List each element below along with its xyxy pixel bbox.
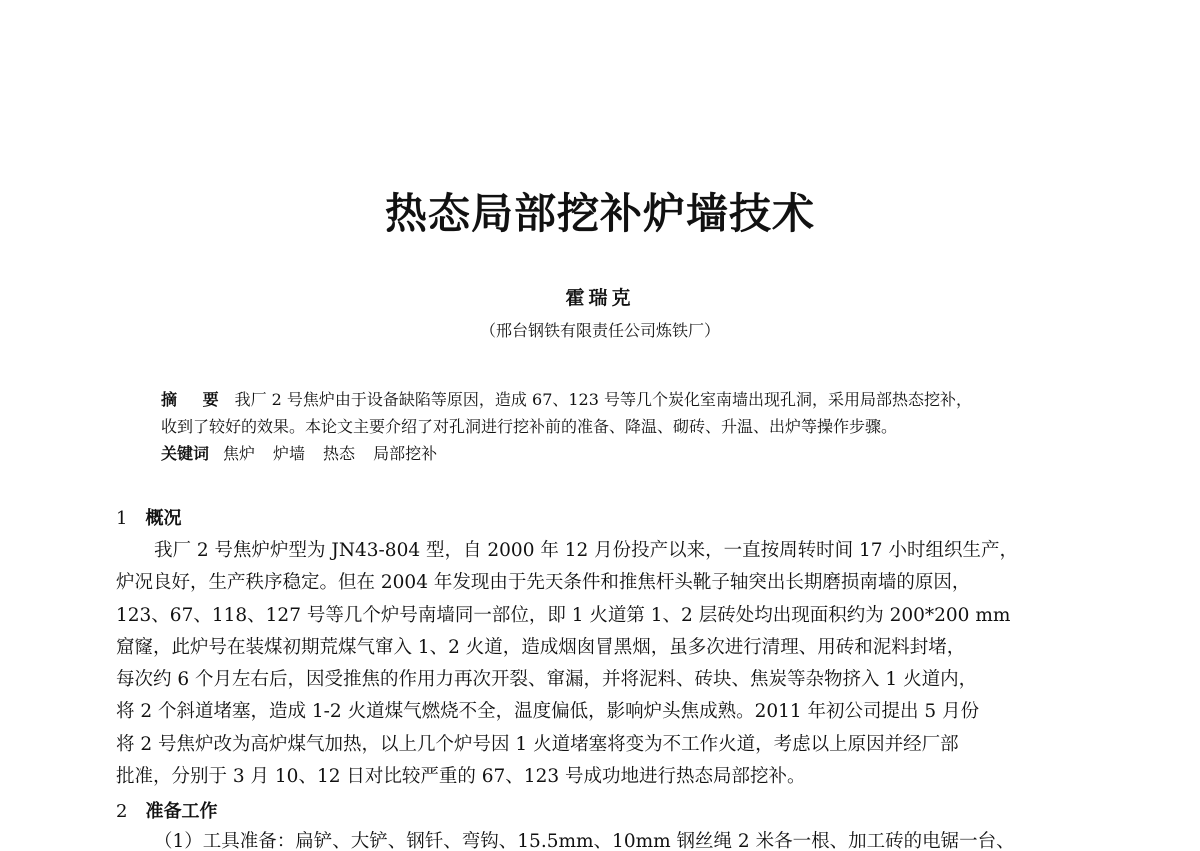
paper-title: 热态局部挖补炉墙技术 [384, 189, 815, 238]
section-title: 概况 [145, 508, 182, 529]
section-title: 准备工作 [145, 801, 218, 822]
author-name: 霍瑞克 [565, 287, 635, 309]
keyword-item: 炉墙 [273, 444, 306, 463]
keyword-item: 焦炉 [223, 444, 256, 463]
section-overview-body [116, 535, 1086, 793]
abstract-block [161, 386, 1061, 467]
section-number: 2 [116, 801, 128, 822]
author-affiliation: （邢台钢铁有限责任公司炼铁厂） [479, 321, 720, 340]
body-line: 窟窿，此炉号在装煤初期荒煤气窜入 1、2 火道，造成烟囱冒黑烟，虽多次进行清理、用砖和泥料封堵， [116, 636, 966, 658]
keywords-label: 关键词 [161, 444, 210, 463]
section-heading-overview [116, 505, 181, 533]
abstract-text-1: 我厂 2 号焦炉由于设备缺陷等原因，造成 67、123 号等几个炭化室南墙出现孔洞，采用局部热态挖补， [234, 390, 973, 409]
body-line: 批准，分别于 3 月 10、12 日对比较严重的 67、123 号成功地进行热态局部挖补。 [116, 766, 806, 788]
keyword-item: 局部挖补 [373, 444, 438, 463]
body-line: 123、67、118、127 号等几个炉号南墙同一部位，即 1 火道第 1、2 层砖处均出现面积约为 200*200 mm [116, 604, 1011, 626]
section-preparation-body: （1）工具准备：扁铲、大铲、钢钎、弯钩、15.5mm、10mm 钢丝绳 2 米各一根、加工砖的电锯一台、 [154, 831, 1015, 851]
body-line: 炉况良好，生产秩序稳定。但在 2004 年发现由于先天条件和推焦杆头靴子轴突出长期磨损南墙的原因， [116, 572, 971, 594]
section-number: 1 [116, 508, 128, 529]
abstract-label: 摘 要 [161, 390, 229, 409]
body-line: 将 2 个斜道堵塞，造成 1-2 火道煤气燃烧不全，温度偏低，影响炉头焦成熟。2011 年初公司提出 5 月份 [116, 701, 980, 723]
body-line: 我厂 2 号焦炉炉型为 JN43-804 型，自 2000 年 12 月份投产以来，一直按周转时间 17 小时组织生产， [154, 540, 1018, 561]
section-heading-preparation [116, 798, 217, 826]
abstract-line-1 [161, 386, 1061, 413]
abstract-line-2: 收到了较好的效果。本论文主要介绍了对孔洞进行挖补前的准备、降温、砌砖、升温、出炉等操作步骤。 [161, 417, 898, 436]
body-line: 每次约 6 个月左右后，因受推焦的作用力再次开裂、窜漏，并将泥料、砖块、焦炭等杂物挤入 1 火道内， [116, 669, 978, 691]
keyword-item: 热态 [323, 444, 356, 463]
keywords-line [161, 440, 1061, 467]
body-line: 将 2 号焦炉改为高炉煤气加热，以上几个炉号因 1 火道堵塞将变为不工作火道，考虑以上原因并经厂部 [116, 733, 959, 755]
